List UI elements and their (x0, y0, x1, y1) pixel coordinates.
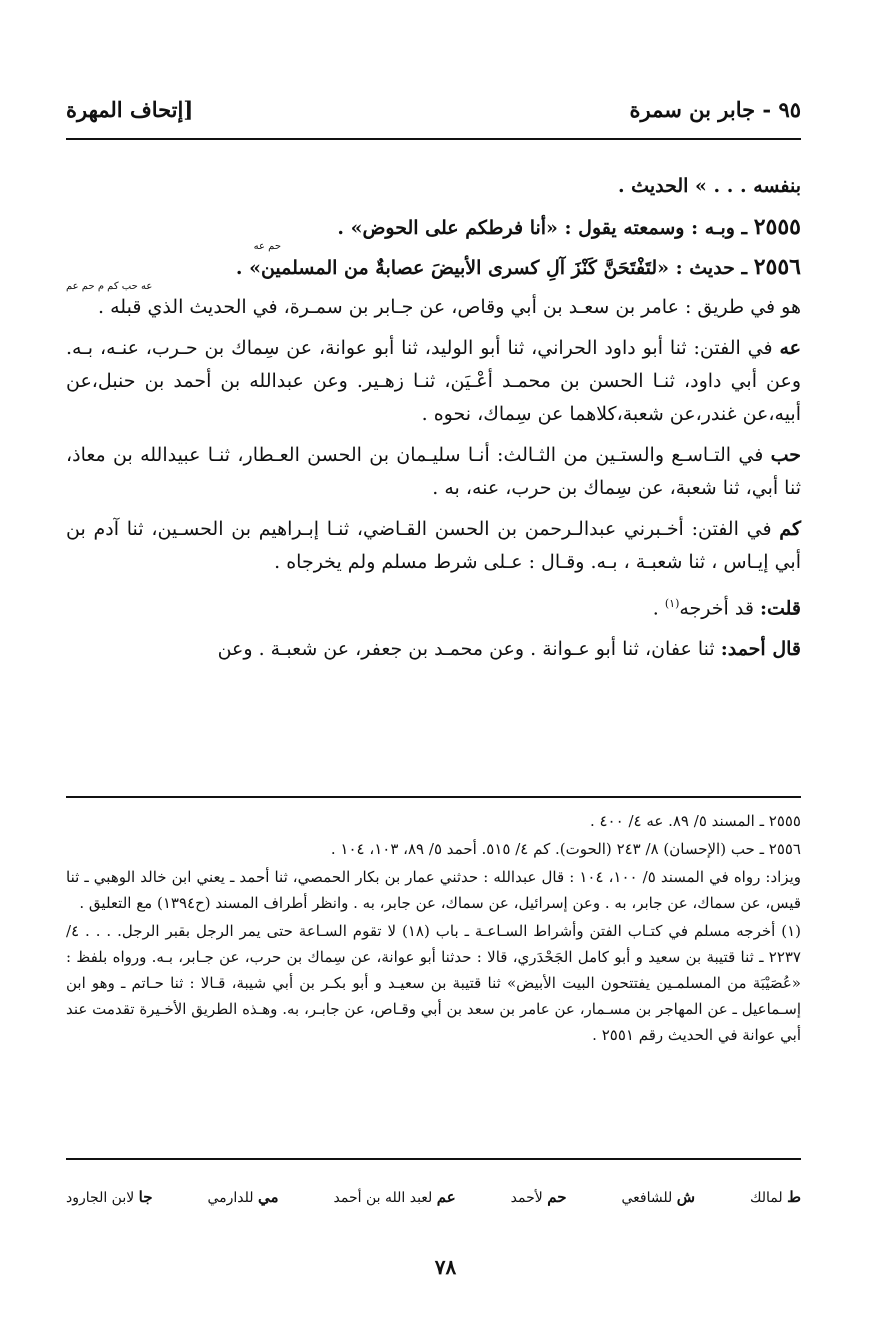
header-rule (66, 138, 801, 140)
note-2555: ٢٥٥٥ ـ المسند ٥/ ٨٩. عه ٤/ ٤٠٠ . (589, 812, 801, 830)
note-footnote-1: (١) أخرجه مسلم في كتـاب الفتن وأشراط السـاعـة ـ باب (١٨) لا تقوم السـاعة حتى يمر الرجل بقبر الرجل. . . . ٤/ ٢٢٣٧ ـ ثنا قتيبة بن سعيد و أبو كامل الجَحْدَري، قالا : حدثنا أبو عوانة، عن سِماك بن حرب، عن جـابر، بـه. ورواه بلفظ : «عُصَيْبَة من المسلمـين يفتتحون البيت الأبيض» ثنا قتيبة بن سعيـد و أبو بكـر بن أبي شيبة، قـالا : ثنا حـاتم ـ وهو ابن إسـماعيل ـ عن المهاجر بن مسـمار، عن عامر بن سعد بن أبي وقـاص، عن جابـر، به. وهـذه الطريق الأخـيرة تقدمت عند أبي عوانة في الحديث رقم ٢٥٥١ . (66, 922, 801, 1044)
footnotes (66, 808, 801, 1050)
hadith-text: ـ حديث : «لتَفْتَحَنَّ كَنْزَ آلِ كسرى الأبيضَ عصابةٌ من المسلمين» . (235, 257, 754, 279)
footnote-ref: (١) (664, 597, 680, 610)
hadith-text: ـ وبـه : وسمعته يقول : «أنا فرطكم على الحوض» . (337, 217, 754, 239)
paragraph-hb: حب في التـاسـع والستـين من الثـالث: أنـا سليـمان بن الحسن العـطار، ثنـا عبيدالله بن معاذ، ثنا أبي، ثنا شعبة، عن سِماك بن حرب، عنه، به . (66, 444, 801, 499)
paragraph-ah: عه في الفتن: ثنا أبو داود الحراني، ثنا أبو الوليد، ثنا أبو عوانة، عن سِماك بن حـرب، عنـه، بـه. وعن أبي داود، ثنـا الحسن بن محمـد أعْـيَن، ثنـا زهـير. وعن عبدالله بن أحمد بن حنبل،عن أبيه،عن غندر،عن شعبة،كلاهما عن سِماك، نحوه . (66, 337, 801, 425)
main-text (66, 170, 801, 674)
abbr-item: ش للشافعي (621, 1188, 695, 1206)
abbr-item: جا لابن الجارود (66, 1188, 153, 1206)
source-code: عه (779, 337, 801, 359)
paragraph-ahmad: قال أحمد: ثنا عفان، ثنا أبو عـوانة . وعن محمـد بن جعفر، عن شعبـة . وعن (217, 638, 801, 661)
abbr-item: عم لعبد الله بن أحمد (333, 1188, 456, 1206)
paragraph-huwa: هو في طريق : عامر بن سعـد بن أبي وقاص، عن جـابر بن سمـرة، في الحديث الذي قبله . (98, 296, 801, 318)
source-code: قال أحمد: (720, 638, 801, 661)
hadith-number: ٢٥٥٦ (753, 254, 801, 280)
hadith-2555 (66, 211, 801, 245)
hadith-number: ٢٥٥٥ (753, 214, 801, 240)
page-header (66, 86, 801, 122)
footnote-rule (66, 796, 801, 798)
chapter-title: ٩٥ - جابر بن سمرة (629, 97, 801, 122)
hadith-2556 (66, 251, 801, 285)
abbr-item: ط لمالك (749, 1188, 801, 1206)
sigla-2556: عه حب كم م حم عم (66, 281, 153, 292)
source-code: قلت: (759, 597, 801, 620)
paragraph-qult: قلت: قد أخرجه$^{(١)}$ . (652, 597, 801, 620)
note-additions: ويزاد: رواه في المسند ٥/ ١٠٠، ١٠٤ : قال عبدالله : حدثني عمار بن بكار الحمصي، ثنا أحمد ـ يعني ابن خالد الوهبي ـ ثنا قيس، عن سماك، عن جابر، به . وعن إسرائيل، عن سماك، عن جابر، به . وانظر أطراف المسند (ح١٣٩٤) مع التعليق . (66, 868, 801, 912)
abbreviation-legend (66, 1188, 801, 1206)
sigla-2555: حم عه (253, 241, 281, 252)
source-code: كم (779, 518, 801, 540)
continuation-line: بنفسه . . . » الحديث . (617, 175, 801, 197)
abbr-item: مي للدارمي (207, 1188, 279, 1206)
paragraph-km: كم في الفتن: أخـبرني عبدالـرحمن بن الحسن القـاضي، ثنـا إبـراهيم بن الحسـين، ثنا آدم بن أبي إيـاس ، ثنا شعبـة ، بـه. وقـال : عـلى شرط مسلم ولم يخرجاه . (66, 518, 801, 573)
abbreviation-rule (66, 1158, 801, 1160)
source-code: حب (770, 444, 801, 466)
abbr-item: حم لأحمد (510, 1188, 567, 1206)
page-number: ٧٨ (434, 1255, 457, 1279)
note-2556: ٢٥٥٦ ـ حب (الإحسان) ٨/ ٢٤٣ (الحوت). كم ٤/ ٥١٥. أحمد ٥/ ٨٩، ١٠٣، ١٠٤ . (330, 840, 801, 858)
book-title: [إتحاف المهرة (66, 97, 194, 122)
